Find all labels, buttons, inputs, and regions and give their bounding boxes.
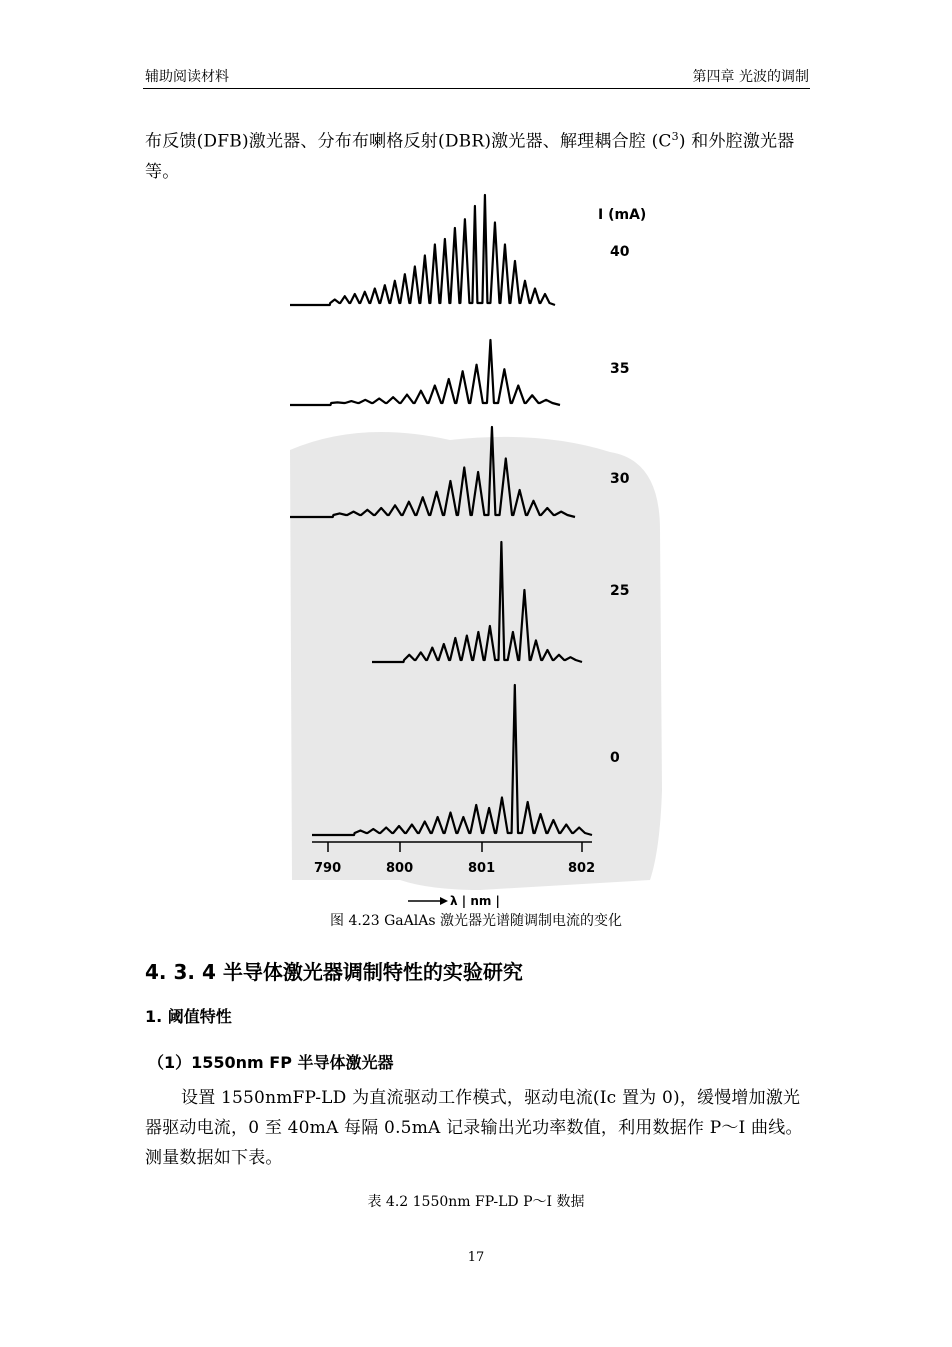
paragraph-1	[145, 122, 809, 187]
x-axis-label: λ | nm |	[450, 894, 500, 908]
paragraph-2: 设置 1550nmFP-LD 为直流驱动工作模式，驱动电流(Ic 置为 0)，缓慢增加激光器驱动电流，0 至 40mA 每隔 0.5mA 记录输出光功率数值，利用数据作 P～I 曲线。测量数据如下表。	[145, 1088, 803, 1168]
figure-caption: 图 4.23 GaAlAs 激光器光谱随调制电流的变化	[330, 913, 622, 929]
subheading-threshold: 1. 阈值特性	[145, 1007, 232, 1026]
spectrum-trace-40ma	[290, 195, 555, 305]
x-tick-label: 802	[568, 861, 596, 876]
x-tick-label: 801	[468, 861, 496, 876]
x-axis-arrowhead	[440, 897, 448, 905]
x-tick-label: 790	[314, 861, 342, 876]
table-caption: 表 4.2 1550nm FP-LD P～I 数据	[367, 1194, 585, 1210]
paragraph-1-superscript: 3	[671, 130, 679, 143]
subheading-fp-laser: （1）1550nm FP 半导体激光器	[148, 1053, 394, 1072]
spectrum-trace-35ma	[290, 340, 560, 405]
paragraph-1-text-end: ) 和外腔激光器等。	[145, 131, 795, 182]
current-label: 30	[610, 471, 630, 487]
header-left: 辅助阅读材料	[145, 69, 229, 85]
current-label: 40	[610, 244, 630, 260]
spectrum-figure-svg	[280, 190, 680, 910]
current-label: 25	[610, 583, 630, 599]
paragraph-1-text: 布反馈(DFB)激光器、分布布喇格反射(DBR)激光器、解理耦合腔 (C	[145, 131, 672, 152]
y-unit-label: I (mA)	[598, 207, 647, 223]
header-rule	[143, 88, 810, 89]
current-label: 0	[610, 750, 620, 766]
watermark-blob	[290, 432, 662, 890]
header-right: 第四章 光波的调制	[692, 69, 809, 85]
page-number: 17	[467, 1250, 485, 1265]
spectrum-figure	[280, 190, 680, 910]
section-heading: 4. 3. 4 半导体激光器调制特性的实验研究	[145, 960, 523, 984]
current-label: 35	[610, 361, 630, 377]
x-tick-label: 800	[386, 861, 414, 876]
